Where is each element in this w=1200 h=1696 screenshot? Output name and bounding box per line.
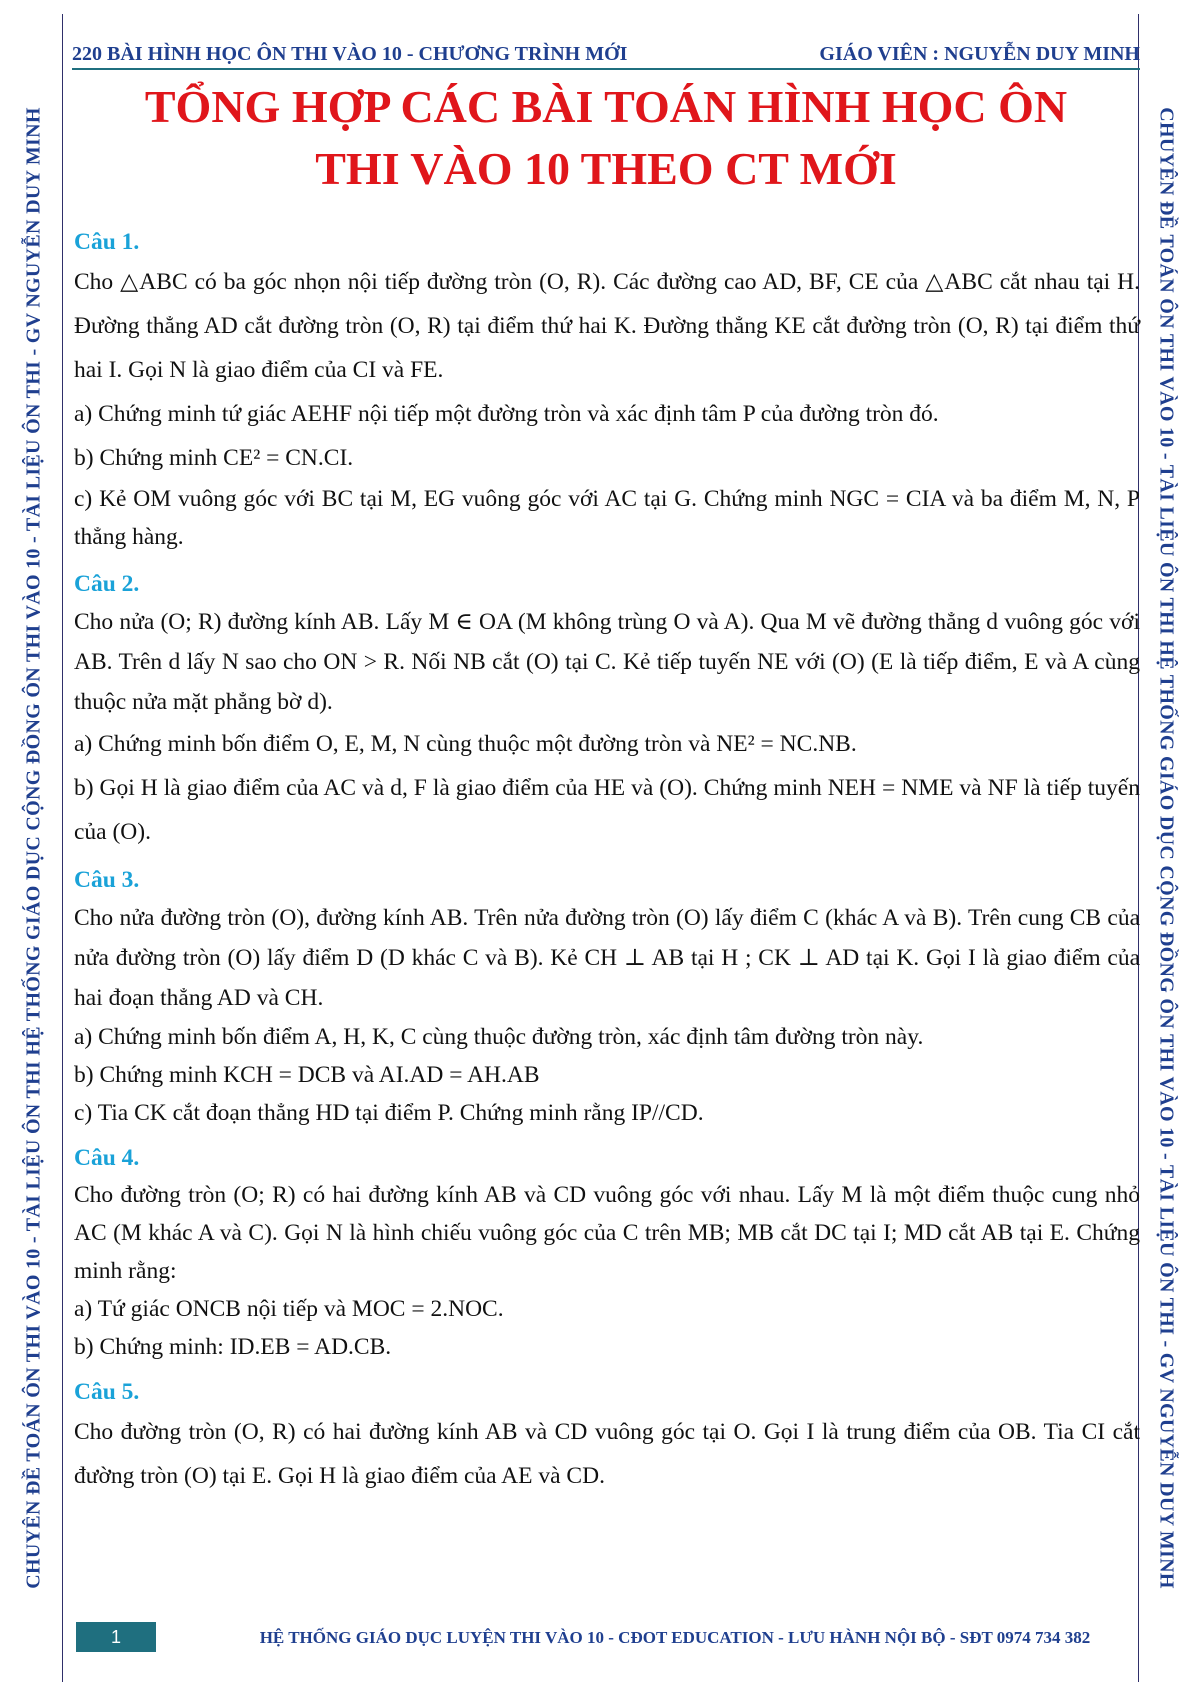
question-part: a) Chứng minh bốn điểm A, H, K, C cùng thuộc đường tròn, xác định tâm đường tròn này.: [74, 1024, 924, 1050]
left-side-banner: CHUYÊN ĐỀ TOÁN ÔN THI VÀO 10 - TÀI LIỆU ÔN THI HỆ THỐNG GIÁO DỤC CỘNG ĐỒNG ÔN THI VÀO 10 - TÀI LIỆU ÔN THI - GV NGUYỄN DUY MINH: [22, 107, 45, 1589]
question-text: Cho nửa đường tròn (O), đường kính AB. Trên nửa đường tròn (O) lấy điểm C (khác A và B). Trên cung CB của nửa đường tròn (O) lấy điểm D (D khác C và B). Kẻ CH ⊥ AB tại H ; CK ⊥ AD tại K. Gọi I là giao điểm của hai đoạn thẳng AD và CH.: [74, 905, 1140, 1011]
left-border-line: [62, 14, 63, 1682]
question-label: Câu 4.: [74, 1145, 140, 1171]
header-series-title: 220 BÀI HÌNH HỌC ÔN THI VÀO 10 - CHƯƠNG TRÌNH MỚI: [72, 42, 628, 65]
document-title: [72, 76, 1140, 200]
question-4: [74, 1140, 1140, 1366]
question-part: b) Chứng minh KCH = DCB và AI.AD = AH.AB: [74, 1062, 540, 1088]
question-part: b) Chứng minh CE² = CN.CI.: [74, 445, 354, 471]
question-5: [74, 1374, 1140, 1498]
header-divider: [72, 68, 1140, 70]
question-text: Cho đường tròn (O; R) có hai đường kính AB và CD vuông góc với nhau. Lấy M là một điểm thuộc cung nhỏ AC (M khác A và C). Gọi N là hình chiếu vuông góc của C trên MB; MB cắt DC tại I; MD cắt AB tại E. Chứng minh rằng:: [74, 1182, 1140, 1284]
question-part: c) Tia CK cắt đoạn thẳng HD tại điểm P. Chứng minh rằng IP//CD.: [74, 1100, 704, 1126]
question-part: a) Chứng minh bốn điểm O, E, M, N cùng thuộc một đường tròn và NE² = NC.NB.: [74, 731, 857, 757]
page-header: [72, 40, 1140, 68]
title-line-2: THI VÀO 10 THEO CT MỚI: [315, 143, 897, 194]
question-text: Cho đường tròn (O, R) có hai đường kính AB và CD vuông góc tại O. Gọi I là trung điểm của OB. Tia CI cắt đường tròn (O) tại E. Gọi H là giao điểm của AE và CD.: [74, 1419, 1140, 1489]
question-label: Câu 2.: [74, 571, 140, 597]
page-number: 1: [76, 1622, 156, 1652]
right-side-banner: CHUYÊN ĐỀ TOÁN ÔN THI VÀO 10 - TÀI LIỆU ÔN THI HỆ THỐNG GIÁO DỤC CỘNG ĐỒNG ÔN THI VÀO 10 - TÀI LIỆU ÔN THI - GV NGUYỄN DUY MINH: [1155, 107, 1178, 1589]
question-2: [74, 566, 1140, 854]
question-text: Cho nửa (O; R) đường kính AB. Lấy M ∈ OA (M không trùng O và A). Qua M vẽ đường thẳng d vuông góc với AB. Trên d lấy N sao cho ON > R. Nối NB cắt (O) tại C. Kẻ tiếp tuyến NE với (O) (E là tiếp điểm, E và A cùng thuộc nửa mặt phẳng bờ d).: [74, 609, 1140, 715]
footer-text: HỆ THỐNG GIÁO DỤC LUYỆN THI VÀO 10 - CĐOT EDUCATION - LƯU HÀNH NỘI BỘ - SĐT 0974 734 382: [259, 1628, 1091, 1647]
questions-body: [74, 216, 1140, 1498]
title-line-1: TỔNG HỢP CÁC BÀI TOÁN HÌNH HỌC ÔN: [144, 81, 1068, 132]
question-part: c) Kẻ OM vuông góc với BC tại M, EG vuông góc với AC tại G. Chứng minh NGC = CIA và ba điểm M, N, P thẳng hàng.: [74, 486, 1140, 550]
question-label: Câu 1.: [74, 229, 140, 255]
question-1: [74, 224, 1140, 556]
question-3: [74, 862, 1140, 1132]
question-part: b) Gọi H là giao điểm của AC và d, F là giao điểm của HE và (O). Chứng minh NEH = NME và NF là tiếp tuyến của (O).: [74, 775, 1140, 845]
question-part: a) Chứng minh tứ giác AEHF nội tiếp một đường tròn và xác định tâm P của đường tròn đó.: [74, 401, 939, 427]
question-part: a) Tứ giác ONCB nội tiếp và MOC = 2.NOC.: [74, 1296, 504, 1322]
header-teacher: GIÁO VIÊN : NGUYỄN DUY MINH: [819, 42, 1140, 65]
question-label: Câu 3.: [74, 867, 140, 893]
question-label: Câu 5.: [74, 1379, 140, 1405]
question-text: Cho △ABC có ba góc nhọn nội tiếp đường tròn (O, R). Các đường cao AD, BF, CE của △ABC cắt nhau tại H. Đường thẳng AD cắt đường tròn (O, R) tại điểm thứ hai K. Đường thẳng KE cắt đường tròn (O, R) tại điểm thứ hai I. Gọi N là giao điểm của CI và FE.: [74, 269, 1140, 383]
question-part: b) Chứng minh: ID.EB = AD.CB.: [74, 1334, 392, 1360]
